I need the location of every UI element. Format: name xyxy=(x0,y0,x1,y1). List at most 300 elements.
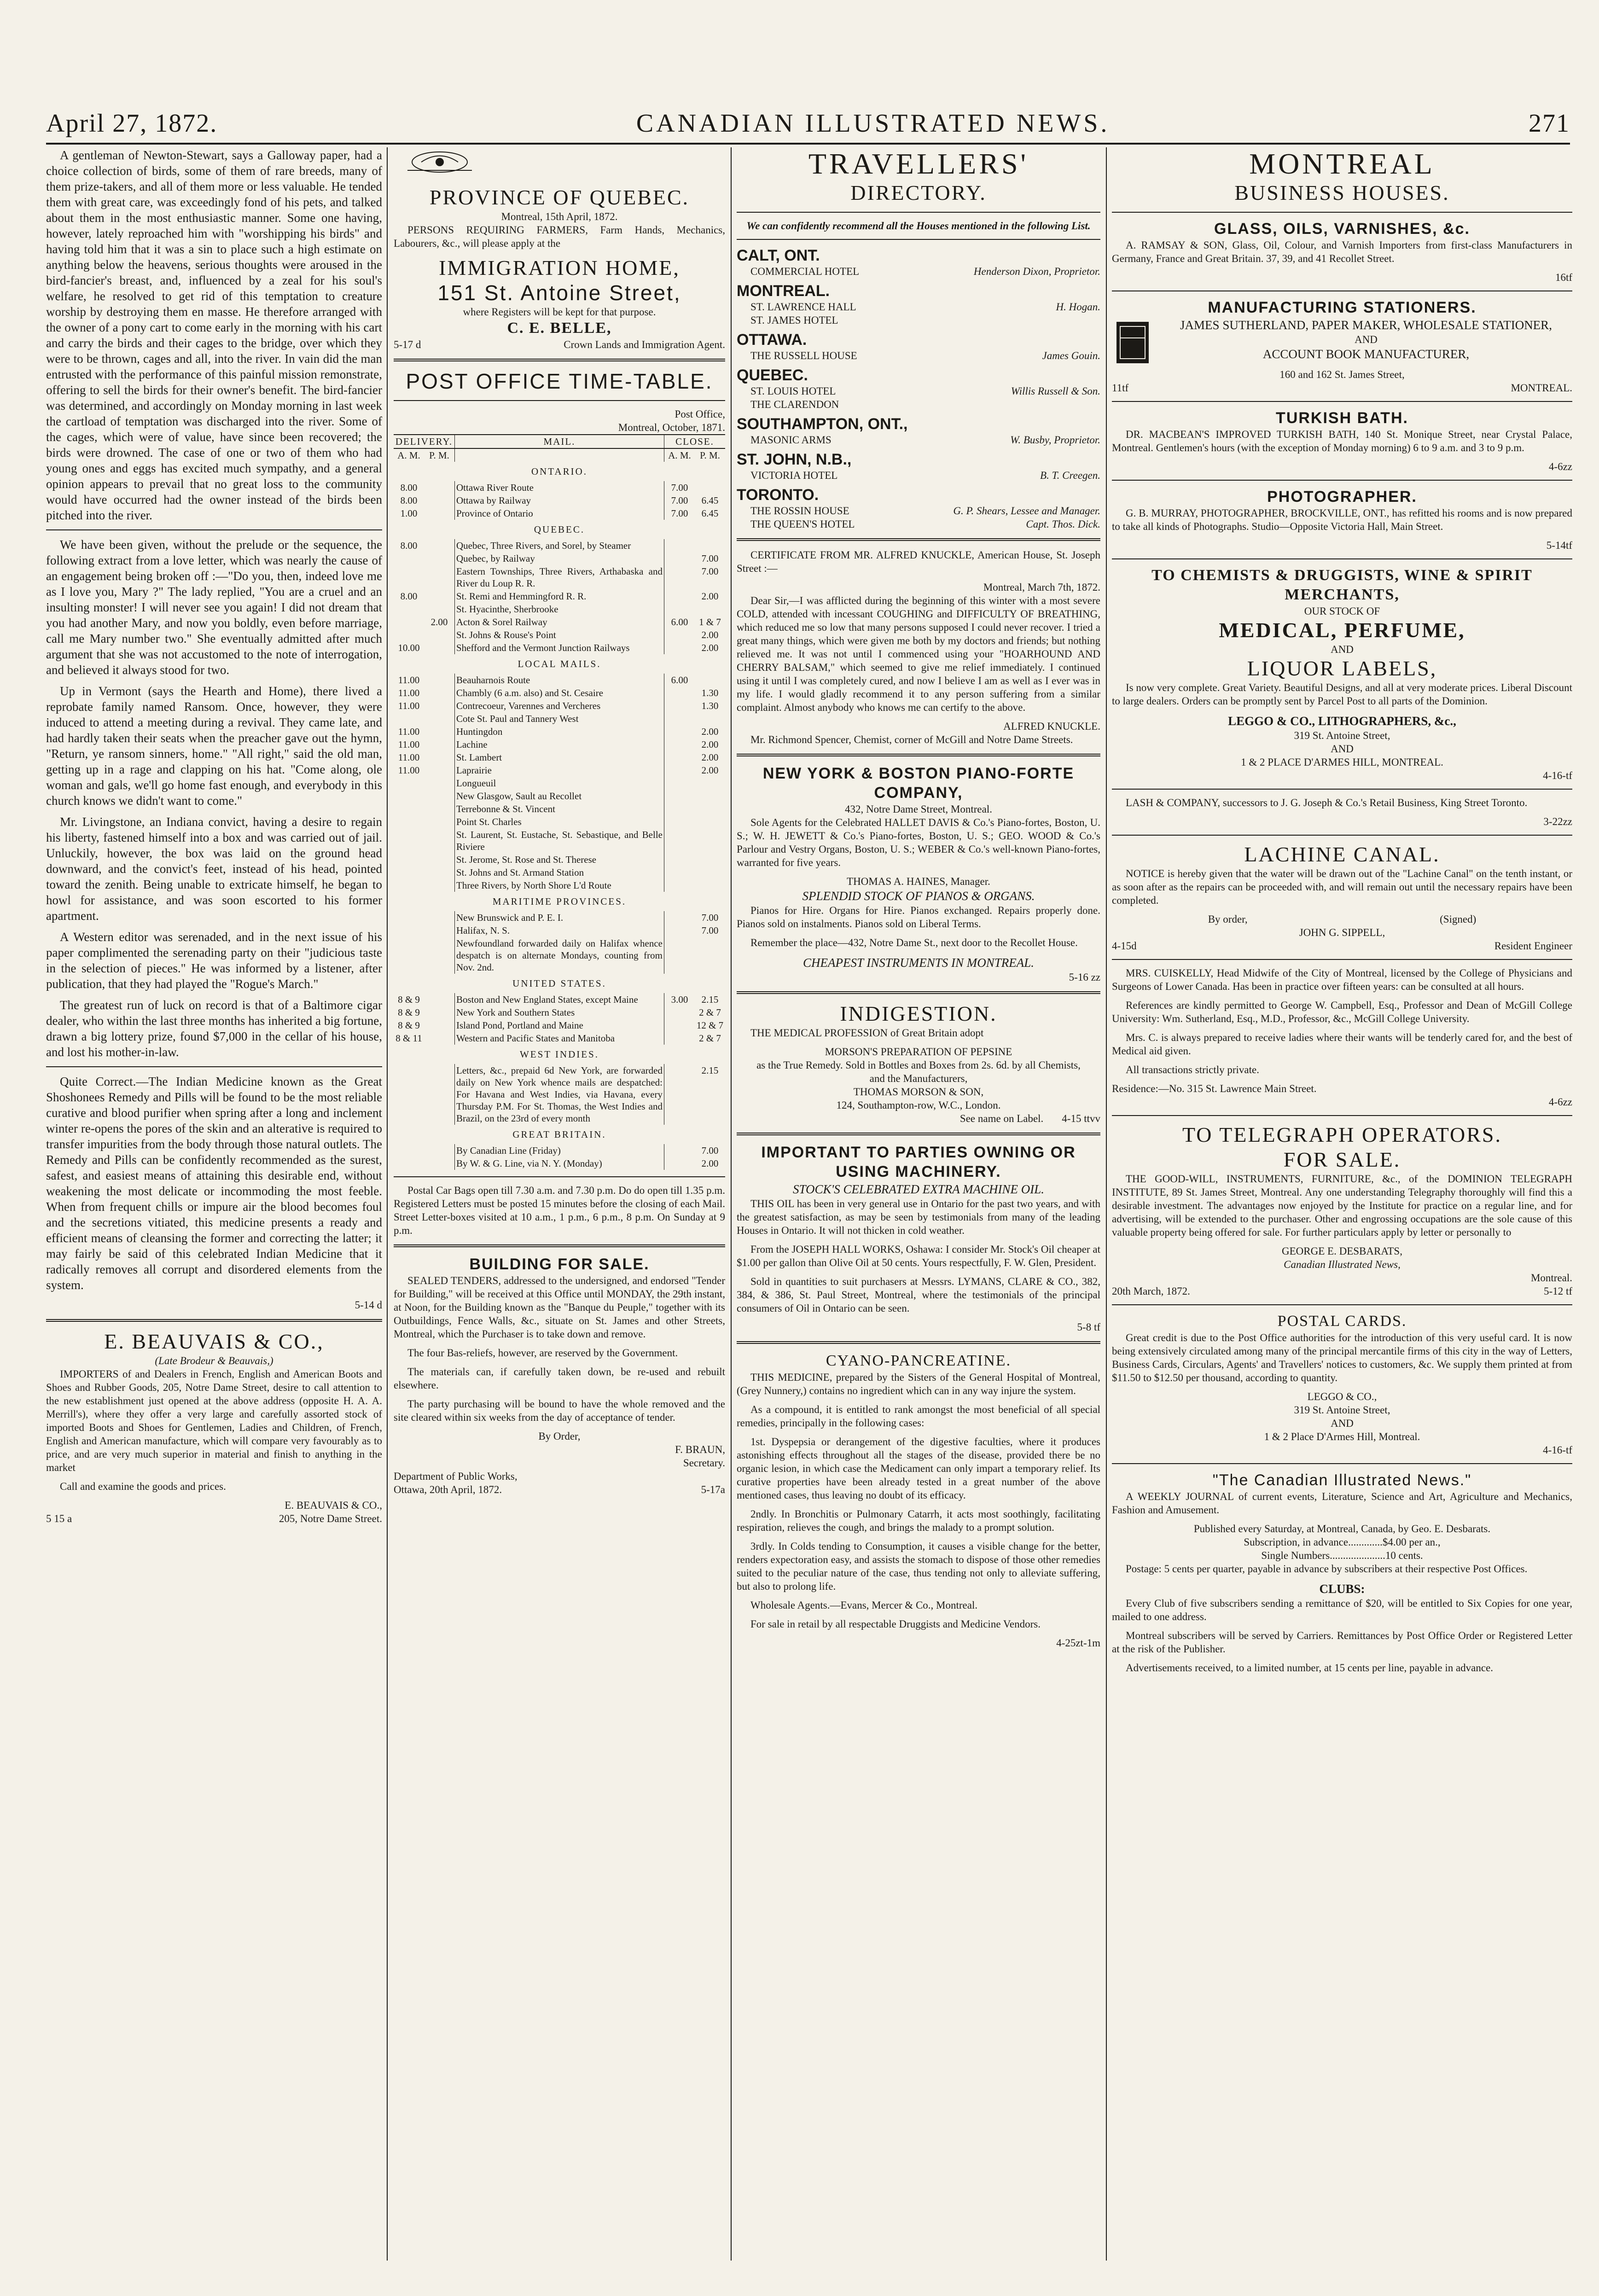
ref-code: 4-16-tf xyxy=(1543,1444,1572,1456)
piano-address: 432, Notre Dame Street, Montreal. xyxy=(845,803,992,815)
mail-route: Newfoundland forwarded daily on Halifax whence despatch is on alternate Mondays, counting from Nov. 2nd. xyxy=(455,937,664,974)
timetable-row xyxy=(394,777,725,790)
ad-beauvais-title: E. BEAUVAIS & CO., xyxy=(104,1330,324,1353)
close-pm: 12 & 7 xyxy=(696,1020,724,1031)
cin-title: "The Canadian Illustrated News." xyxy=(1212,1471,1472,1489)
delivery-pm xyxy=(424,1144,455,1157)
delivery-pm xyxy=(424,641,455,654)
indigestion-body-3: and the Manufacturers, xyxy=(869,1073,968,1084)
hotel-name: ST. LOUIS HOTEL xyxy=(750,385,836,397)
telegraph-sale: FOR SALE. xyxy=(1283,1148,1401,1171)
delivery-pm: 2.00 xyxy=(430,616,448,628)
stationers-address: 160 and 162 St. James Street, xyxy=(1279,369,1405,380)
mail-route: St. Lambert xyxy=(455,751,664,764)
piano-stock: SPLENDID STOCK OF PIANOS & ORGANS. xyxy=(802,889,1035,903)
timetable-row xyxy=(394,1144,725,1157)
column-4 xyxy=(1112,147,1572,2265)
ledger-book-icon xyxy=(1112,317,1153,368)
indigestion-see: See name on Label. xyxy=(959,1113,1044,1124)
lachine-signed: (Signed) xyxy=(1440,913,1477,925)
divider xyxy=(1112,835,1572,836)
photo-body: G. B. MURRAY, PHOTOGRAPHER, BROCKVILLE, ONT., has refitted his rooms and is now prepared to take all kinds of Photographs. Studio—Opposite Victoria Hall, Main Street. xyxy=(1112,507,1572,532)
close-pm: 1.30 xyxy=(701,700,719,711)
cin-published: Published every Saturday, at Montreal, Canada, by Geo. E. Desbarats. xyxy=(1193,1523,1491,1535)
close-pm: 2.15 xyxy=(701,994,719,1005)
lachine-engineer: Resident Engineer xyxy=(1494,940,1572,952)
hotel-name: THE RUSSELL HOUSE xyxy=(750,350,857,361)
cin-body: A WEEKLY JOURNAL of current events, Literature, Science and Art, Agriculture and Mechanics, Fashion and Amusement. xyxy=(1112,1491,1572,1516)
piano-body: Sole Agents for the Celebrated HALLET DAVIS & Co.'s Piano-fortes, Boston, U. S.; W. H. JEWETT & Co.'s Piano-fortes, Boston, U. S.; GEO. WOOD & Co.'s Parlour and Vestry Organs, Boston, U. S.; WEBER & Co.'s well-known Piano-fortes, warranted for five years. xyxy=(737,817,1100,868)
delivery-am xyxy=(394,853,424,866)
timetable-row xyxy=(394,738,725,751)
ref-code: 5-16 zz xyxy=(1069,971,1100,983)
mail-route: St. Hyacinthe, Sherbrooke xyxy=(455,603,664,616)
postal-and: AND xyxy=(1331,1418,1354,1429)
glass-body: A. RAMSAY & SON, Glass, Oil, Colour, and Varnish Importers from first-class Manufacturers in Germany, France and Great Britain. 37, 39, and 41 Recollet Street. xyxy=(1112,239,1572,264)
directory-entry xyxy=(750,300,1100,314)
divider xyxy=(737,1133,1100,1135)
quebec-date: Montreal, 15th April, 1872. xyxy=(501,211,618,222)
delivery-am xyxy=(394,603,424,616)
close-pm: 1 & 7 xyxy=(699,616,721,628)
close-pm: 7.00 xyxy=(701,912,719,923)
quebec-agent-name: C. E. BELLE, xyxy=(507,320,612,337)
mail-route: Shefford and the Vermont Junction Railways xyxy=(455,641,664,654)
mail-route: By Canadian Line (Friday) xyxy=(455,1144,664,1157)
mail-route: St. Laurent, St. Eustache, St. Sebastique, and Belle Riviere xyxy=(455,828,664,853)
mail-route: Quebec, Three Rivers, and Sorel, by Steamer xyxy=(455,539,664,552)
indigestion-title: INDIGESTION. xyxy=(840,1002,997,1025)
quebec-body: PERSONS REQUIRING FARMERS, Farm Hands, Mechanics, Labourers, &c., will please apply at the xyxy=(394,224,725,249)
close-pm: 7.00 xyxy=(701,925,719,936)
close-pm xyxy=(695,802,725,815)
delivery-am xyxy=(394,924,424,937)
lachine-body: NOTICE is hereby given that the water will be drawn out of the "Lachine Canal" on the tenth instant, or as soon after as the repairs can be proceeded with, and will remain out until the necessary repairs have been completed. xyxy=(1112,868,1572,906)
timetable-row xyxy=(394,494,725,507)
timetable-row xyxy=(394,802,725,815)
close-pm xyxy=(695,539,725,552)
telegraph-name: GEORGE E. DESBARATS, xyxy=(1282,1245,1402,1257)
postal-body: Great credit is due to the Post Office authorities for the introduction of this very useful card. It is now being extensively circulated among many of the principal mercantile firms of this city in the way of Letters, Business Cards, Circulars, Agents' and Travellers' notices to customers, &c. We supply them printed at from $11.50 to $12.50 per thousand, according to quantity. xyxy=(1112,1332,1572,1383)
delivery-pm xyxy=(424,815,455,828)
delivery-pm xyxy=(424,603,455,616)
delivery-pm xyxy=(424,1006,455,1019)
turkish-head: TURKISH BATH. xyxy=(1276,409,1408,427)
timetable-sub-2: Montreal, October, 1871. xyxy=(618,422,725,433)
close-am xyxy=(664,725,695,738)
timetable-section-head: ONTARIO. xyxy=(531,466,588,477)
ref-code: 5 15 a xyxy=(46,1513,72,1524)
close-pm xyxy=(695,815,725,828)
delivery-pm xyxy=(424,1064,455,1125)
delivery-am xyxy=(394,616,424,628)
mail-route: By W. & G. Line, via N. Y. (Monday) xyxy=(455,1157,664,1170)
ref-code: 11tf xyxy=(1112,382,1129,394)
close-am xyxy=(664,1064,695,1125)
close-am xyxy=(664,738,695,751)
close-pm: 2.00 xyxy=(701,752,719,763)
ad-beauvais-call: Call and examine the goods and prices. xyxy=(60,1481,226,1492)
divider xyxy=(46,529,382,530)
ref-code: 4-15d xyxy=(1112,940,1137,952)
chemists-and: AND xyxy=(1331,644,1354,655)
chemists-product: MEDICAL, PERFUME, xyxy=(1219,618,1465,642)
delivery-pm xyxy=(424,802,455,815)
close-am: 3.00 xyxy=(671,994,688,1005)
close-pm: 7.00 xyxy=(701,1145,719,1156)
postal-title: POSTAL CARDS. xyxy=(1277,1313,1407,1330)
mail-route: New York and Southern States xyxy=(455,1006,664,1019)
cyano-body-3: 1st. Dyspepsia or derangement of the digestive faculties, where it produces astonishing effects throughout all the stages of the disease, provided there be no organic lesion, in which case the Medicament can only impart a temporary relief. Its curative properties have been already tested in a great number of the above mentioned cases, thus leaving no doubt of its efficacy. xyxy=(737,1436,1100,1501)
hotel-proprietor: James Gouin. xyxy=(1042,350,1100,361)
delivery-pm xyxy=(424,764,455,777)
cyano-body-2: As a compound, it is entitled to rank amongst the most beneficial of all special remedies, principally in the following cases: xyxy=(737,1404,1100,1429)
directory-entry xyxy=(750,265,1100,278)
chemists-name: LEGGO & CO., LITHOGRAPHERS, &c., xyxy=(1228,714,1456,728)
divider xyxy=(394,1176,725,1177)
timetable-row xyxy=(394,674,725,686)
building-sale-secretary: Secretary. xyxy=(683,1457,725,1469)
hotel-proprietor: Henderson Dixon, Proprietor. xyxy=(973,266,1100,277)
ref-code: 5-17a xyxy=(701,1484,725,1495)
divider xyxy=(1112,789,1572,790)
close-pm: 2.00 xyxy=(701,765,719,776)
delivery-am xyxy=(394,1157,424,1170)
mail-route: Ottawa by Railway xyxy=(455,494,664,507)
cuiskelly-body-2: References are kindly permitted to George W. Campbell, Esq., Professor and Dean of McGill College University: Wm. Sutherland, Esq., M.D., Professor, &c., McGill College University. xyxy=(1112,1000,1572,1024)
timetable-row xyxy=(394,1019,725,1032)
mail-route: Island Pond, Portland and Maine xyxy=(455,1019,664,1032)
telegraph-date: 20th March, 1872. xyxy=(1112,1285,1190,1297)
delivery-pm xyxy=(424,699,455,712)
timetable-row xyxy=(394,993,725,1006)
delivery-pm xyxy=(424,751,455,764)
ad-beauvais-sign: E. BEAUVAIS & CO., xyxy=(285,1500,382,1511)
piano-title: NEW YORK & BOSTON PIANO-FORTE COMPANY, xyxy=(762,765,1075,802)
timetable-row xyxy=(394,866,725,879)
delivery-am xyxy=(394,828,424,853)
close-am xyxy=(664,764,695,777)
hotel-name: VICTORIA HOTEL xyxy=(750,470,838,481)
column-1 xyxy=(46,147,382,2265)
close-pm xyxy=(695,937,725,974)
certificate-chemist: Mr. Richmond Spencer, Chemist, corner of McGill and Notre Dame Streets. xyxy=(750,734,1073,745)
timetable-row xyxy=(394,539,725,552)
timetable-row xyxy=(394,699,725,712)
mail-route: Terrebonne & St. Vincent xyxy=(455,802,664,815)
delivery-am: 11.00 xyxy=(398,752,420,763)
telegraph-body: THE GOOD-WILL, INSTRUMENTS, FURNITURE, &c., of the DOMINION TELEGRAPH INSTITUTE, 89 St. James Street, Montreal. Any one understanding Telegraphy thoroughly will find this a desirable investment. The advantages now enjoyed by the Institute for practice on a regular line, and for advertising, will be extended to the purchaser. Other and engrossing occupations are the sole cause of this valuable property being offered for sale. For further particulars apply by letter or personally to xyxy=(1112,1173,1572,1238)
lachine-order: By order, xyxy=(1208,913,1248,925)
cyano-body: THIS MEDICINE, prepared by the Sisters of the General Hospital of Montreal, (Grey Nunnery,) contains no ingredient which can in any way injure the system. xyxy=(737,1372,1100,1396)
piano-cheapest: CHEAPEST INSTRUMENTS IN MONTREAL. xyxy=(802,956,1035,970)
timetable xyxy=(394,434,725,1170)
ref-code: 4-6zz xyxy=(1548,461,1572,472)
delivery-pm xyxy=(424,1157,455,1170)
timetable-section-head: WEST INDIES. xyxy=(519,1049,599,1060)
close-pm: 7.00 xyxy=(701,553,719,564)
turkish-body: DR. MACBEAN'S IMPROVED TURKISH BATH, 140 St. Monique Street, near Crystal Palace, Montreal. Gentlemen's hours (with the exception of Monday morning) 6 to 9 a.m. and 3 to 9 p.m. xyxy=(1112,429,1572,453)
oil-body: THIS OIL has been in very general use in Ontario for the past two years, and with the greatest satisfaction, as may be seen by testimonials from many of the leading Houses in Ontario. It will not thicken in cold weather. xyxy=(737,1198,1100,1236)
mail-route: St. Remi and Hemmingford R. R. xyxy=(455,590,664,603)
timetable-row xyxy=(394,725,725,738)
ref-code: 5-8 tf xyxy=(1077,1321,1100,1333)
ref-code: 5-12 tf xyxy=(1544,1285,1572,1297)
delivery-pm xyxy=(424,590,455,603)
close-am: 7.00 xyxy=(671,508,688,519)
delivery-am xyxy=(394,712,424,725)
divider xyxy=(394,359,725,361)
hotel-name: ST. LAWRENCE HALL xyxy=(750,301,856,313)
cin-single: Single Numbers.....................10 cents. xyxy=(1261,1550,1423,1561)
col-pm: P. M. xyxy=(700,450,720,461)
divider xyxy=(1112,1304,1572,1305)
timetable-row xyxy=(394,603,725,616)
timetable-row xyxy=(394,712,725,725)
timetable-row xyxy=(394,1064,725,1125)
directory-city: OTTAWA. xyxy=(737,331,807,349)
divider xyxy=(737,1341,1100,1344)
coat-of-arms-icon xyxy=(394,147,486,175)
close-pm: 2 & 7 xyxy=(699,1033,721,1044)
timetable-section-head: GREAT BRITAIN. xyxy=(512,1129,606,1140)
certificate-date: Montreal, March 7th, 1872. xyxy=(983,581,1100,593)
cin-subscription: Subscription, in advance.............$4.00 per an., xyxy=(1244,1536,1441,1548)
delivery-pm xyxy=(424,507,455,520)
quebec-note: where Registers will be kept for that purpose. xyxy=(463,306,656,318)
timetable-row xyxy=(394,790,725,802)
delivery-pm xyxy=(424,628,455,641)
close-am xyxy=(664,866,695,879)
hotel-proprietor: H. Hogan. xyxy=(1056,301,1100,313)
delivery-pm xyxy=(424,738,455,751)
close-am: 7.00 xyxy=(671,482,688,493)
timetable-section-head: UNITED STATES. xyxy=(512,978,606,989)
close-pm: 6.45 xyxy=(701,508,719,519)
directory-city: QUEBEC. xyxy=(737,366,808,384)
piano-hire: Pianos for Hire. Organs for Hire. Pianos exchanged. Repairs properly done. Pianos sold on instalments. Pianos sold on Liberal Terms. xyxy=(737,905,1100,930)
delivery-pm xyxy=(424,937,455,974)
close-pm xyxy=(695,481,725,494)
delivery-am xyxy=(394,802,424,815)
lachine-title: LACHINE CANAL. xyxy=(1244,843,1440,866)
hotel-proprietor: B. T. Creegen. xyxy=(1040,470,1100,481)
timetable-row xyxy=(394,686,725,699)
cin-clubs: CLUBS: xyxy=(1319,1582,1365,1596)
mail-route: Cote St. Paul and Tannery West xyxy=(455,712,664,725)
close-pm xyxy=(695,777,725,790)
mail-route: Halifax, N. S. xyxy=(455,924,664,937)
certificate-head: CERTIFICATE FROM MR. ALFRED KNUCKLE, American House, St. Joseph Street :— xyxy=(737,549,1100,574)
oil-body-3: Sold in quantities to suit purchasers at Messrs. LYMANS, CLARE & CO., 382, 384, & 386, St. Paul Street, Montreal, where the testimonials of the principal consumers of Oil in Ontario can be seen. xyxy=(737,1276,1100,1314)
timetable-row xyxy=(394,1032,725,1045)
stationers-head: MANUFACTURING STATIONERS. xyxy=(1208,299,1477,316)
piano-remember: Remember the place—432, Notre Dame St., next door to the Recollet House. xyxy=(750,937,1078,948)
close-am: 7.00 xyxy=(671,495,688,506)
timetable-row xyxy=(394,764,725,777)
directory-city: ST. JOHN, N.B., xyxy=(737,451,852,468)
article-luck: The greatest run of luck on record is that of a Baltimore cigar dealer, who within the last three months has inherited a big fortune, drawn a big lottery prize, found $7,000 in the cellar of his house, and lost his mother-in-law. xyxy=(46,998,382,1059)
mail-route: New Glasgow, Sault au Recollet xyxy=(455,790,664,802)
ref-code: 16tf xyxy=(1555,272,1572,283)
hotel-proprietor: Capt. Thos. Dick. xyxy=(1026,518,1100,530)
col-pm: P. M. xyxy=(429,450,449,461)
close-pm: 6.45 xyxy=(701,495,719,506)
close-pm: 2.00 xyxy=(701,629,719,640)
delivery-am: 11.00 xyxy=(398,765,420,776)
mail-route: St. Johns & Rouse's Point xyxy=(455,628,664,641)
certificate-sign: ALFRED KNUCKLE. xyxy=(1003,721,1100,732)
directory-title: TRAVELLERS' xyxy=(808,147,1029,180)
cyano-body-7: For sale in retail by all respectable Druggists and Medicine Vendors. xyxy=(750,1618,1041,1630)
divider xyxy=(737,754,1100,756)
close-pm xyxy=(695,712,725,725)
lash-body: LASH & COMPANY, successors to J. G. Joseph & Co.'s Retail Business, King Street Toronto. xyxy=(1126,797,1528,808)
building-sale-order: By Order, xyxy=(538,1430,581,1442)
article-convict: Mr. Livingstone, an Indiana convict, having a desire to regain his liberty, fastened himself into a box and was carried out of jail. Unluckily, however, the box was laid on the ground head downward, and the convict's feet, instead of his head, pointed toward the zenith. Being unable to extricate himself, he began to howl for assistance, and was soon escorted to his former apartment. xyxy=(46,815,382,923)
delivery-am: 1.00 xyxy=(400,508,418,519)
delivery-am: 8.00 xyxy=(400,495,418,506)
delivery-pm xyxy=(424,725,455,738)
delivery-pm xyxy=(424,853,455,866)
timetable-row xyxy=(394,853,725,866)
hotel-proprietor: W. Busby, Proprietor. xyxy=(1010,434,1100,446)
close-am xyxy=(664,539,695,552)
delivery-am: 8.00 xyxy=(400,591,418,602)
divider xyxy=(1112,959,1572,960)
mail-route: Three Rivers, by North Shore L'd Route xyxy=(455,879,664,892)
stationers-and: AND xyxy=(1355,334,1378,345)
divider xyxy=(1112,212,1572,213)
close-pm xyxy=(695,879,725,892)
cin-ads: Advertisements received, to a limited number, at 15 cents per line, payable in advance. xyxy=(1126,1662,1494,1674)
directory-entry xyxy=(750,433,1100,447)
ref-code: 4-6zz xyxy=(1548,1096,1572,1108)
close-am xyxy=(664,853,695,866)
divider xyxy=(46,1066,382,1067)
directory-city: CALT, ONT. xyxy=(737,247,820,264)
close-am xyxy=(664,828,695,853)
chemists-address-2: 1 & 2 PLACE D'ARMES HILL, MONTREAL. xyxy=(1241,756,1443,768)
close-am xyxy=(664,1144,695,1157)
close-am xyxy=(664,565,695,590)
timetable-row xyxy=(394,507,725,520)
timetable-row xyxy=(394,879,725,892)
delivery-am: 11.00 xyxy=(398,726,420,737)
ref-code: 5-17 d xyxy=(394,339,421,350)
divider xyxy=(737,239,1100,240)
directory-entry xyxy=(750,517,1100,531)
business-title: MONTREAL xyxy=(1249,147,1435,180)
delivery-pm xyxy=(424,539,455,552)
close-am xyxy=(664,603,695,616)
close-pm: 2.00 xyxy=(701,739,719,750)
mail-route: Beauharnois Route xyxy=(455,674,664,686)
close-am xyxy=(664,1157,695,1170)
delivery-pm xyxy=(424,494,455,507)
timetable-row xyxy=(394,481,725,494)
building-sale-place: Ottawa, 20th April, 1872. xyxy=(394,1484,502,1495)
close-am xyxy=(664,590,695,603)
close-am xyxy=(664,1006,695,1019)
building-sale-name: F. BRAUN, xyxy=(675,1444,725,1455)
telegraph-title: TO TELEGRAPH OPERATORS. xyxy=(1182,1123,1502,1146)
chemists-product-2: LIQUOR LABELS, xyxy=(1247,657,1437,680)
certificate-body: Dear Sir,—I was afflicted during the beginning of this winter with a most severe COLD, attended with incessant COUGHING and DIFFICULTY OF BREATHING, which reduced me so low that many persons supposed I could never recover. I tried a great many things, which were given me both by my doctors and friends; but nothing relieved me. It was not until I commenced using your "HOARHOUND AND CHERRY BALSAM," which seemed to give me relief immediately. I continued using it until I was completely cured, and now I believe I am as well as I ever was in my life. I would gladly recommend it to any person suffering from a similar complaint. Almost anybody who knows me can certify to the above. xyxy=(737,595,1100,713)
delivery-am xyxy=(394,552,424,565)
close-am xyxy=(664,790,695,802)
article-vermont: Up in Vermont (says the Hearth and Home), there lived a reprobate family named Ransom. Once, however, they were induced to attend a meeting during a revival. They came late, and had hardly taken their seats when the preacher gave out the hymn, "Return, ye ransom sinners, home." "All right," said the old man, getting up in a rage and clapping on his hat. "Come along, ole woman and gals, we'll go home fast enough, and everybody in this church knows we didn't want to come." xyxy=(46,684,382,808)
col-delivery: DELIVERY. xyxy=(394,435,455,448)
mail-route: Point St. Charles xyxy=(455,815,664,828)
close-am xyxy=(664,879,695,892)
close-am xyxy=(664,712,695,725)
delivery-am: 11.00 xyxy=(398,674,420,686)
delivery-pm xyxy=(424,879,455,892)
divider xyxy=(1112,401,1572,402)
delivery-am xyxy=(394,911,424,924)
directory-city: MONTREAL. xyxy=(737,282,830,300)
divider xyxy=(394,400,725,401)
divider xyxy=(737,212,1100,213)
cin-carriers: Montreal subscribers will be served by Carriers. Remittances by Post Office Order or Registered Letter at the risk of the Publisher. xyxy=(1112,1630,1572,1655)
hotel-name: MASONIC ARMS xyxy=(750,434,831,446)
delivery-am: 10.00 xyxy=(398,642,420,653)
immigration-street: 151 St. Antoine Street, xyxy=(437,281,681,305)
column-2 xyxy=(394,147,725,2265)
close-pm xyxy=(695,603,725,616)
close-pm: 2.00 xyxy=(701,642,719,653)
directory-entry xyxy=(750,469,1100,482)
divider xyxy=(737,991,1100,994)
delivery-am xyxy=(394,866,424,879)
cin-club-body: Every Club of five subscribers sending a remittance of $20, will be entitled to Six Copies for one year, mailed to one address. xyxy=(1112,1598,1572,1622)
delivery-am xyxy=(394,777,424,790)
timetable-row xyxy=(394,815,725,828)
timetable-row xyxy=(394,751,725,764)
timetable-row xyxy=(394,924,725,937)
directory-city: SOUTHAMPTON, ONT., xyxy=(737,415,908,433)
delivery-am: 8 & 9 xyxy=(398,1020,420,1031)
page-number: 271 xyxy=(1529,109,1570,138)
cyano-title: CYANO-PANCREATINE. xyxy=(826,1352,1012,1369)
oil-body-2: From the JOSEPH HALL WORKS, Oshawa: I consider Mr. Stock's Oil cheaper at $1.00 per gallon than Olive Oil at 50 cents. Yours respectfully, F. W. Glen, President. xyxy=(737,1244,1100,1268)
newspaper-title: CANADIAN ILLUSTRATED NEWS. xyxy=(636,109,1110,138)
mail-route: Letters, &c., prepaid 6d New York, are forwarded daily on New York whence mails are despatched: For Havana and West Indies, via Havana, every Thursday P.M. For St. Thomas, the West Indies and Brazil, on the 23rd of every month xyxy=(455,1064,664,1125)
mail-route: Contrecoeur, Varennes and Vercheres xyxy=(455,699,664,712)
cyano-body-5: 3rdly. In Colds tending to Consumption, it causes a visible change for the better, renders expectoration easy, and assists the stomach to dispose of those other remedies suited to the peculiar nature of the case, thus tending not only to alleviate suffering, but also to prolong life. xyxy=(737,1540,1100,1592)
directory-entry xyxy=(750,398,1100,411)
directory-entry xyxy=(750,349,1100,362)
article-love-letter: We have been given, without the prelude or the sequence, the following extract from a love letter, which was nearly the cause of an engagement being broken off :—"Do you, then, indeed love me as I love you, Mary ?" The lady replied, "You are a cruel and an insulting monster! I will never see you again! I did not dream that you had another Mary, and now you boldly, even before marriage, call me Mary number two." She eventually admitted after much argument that she was not accustomed to the note of interrogation, and believed it always stood for two. xyxy=(46,538,382,677)
hotel-name: COMMERCIAL HOTEL xyxy=(750,266,860,277)
close-am: 6.00 xyxy=(671,674,688,686)
chemists-address: 319 St. Antoine Street, xyxy=(1294,730,1390,741)
delivery-pm xyxy=(424,866,455,879)
divider xyxy=(737,538,1100,541)
oil-title: IMPORTANT TO PARTIES OWNING OR USING MACHINERY. xyxy=(761,1144,1076,1180)
indigestion-body-2: as the True Remedy. Sold in Bottles and Boxes from 2s. 6d. by all Chemists, xyxy=(756,1059,1081,1071)
delivery-pm xyxy=(424,1019,455,1032)
ad-beauvais-address: 205, Notre Dame Street. xyxy=(279,1513,382,1524)
timetable-footnote: Postal Car Bags open till 7.30 a.m. and 7.30 p.m. Do do open till 1.35 p.m. Registered Letters must be posted 15 minutes before the closing of each Mail. Street Letter-boxes visited at 10 a.m., 1 p.m., 6 p.m., 8 p.m. On Sunday at 9 p.m. xyxy=(394,1185,725,1236)
close-am xyxy=(664,751,695,764)
stationers-city: MONTREAL. xyxy=(1511,382,1572,394)
delivery-pm xyxy=(424,790,455,802)
delivery-pm xyxy=(424,674,455,686)
delivery-am: 8 & 9 xyxy=(398,1007,420,1018)
delivery-pm xyxy=(424,481,455,494)
